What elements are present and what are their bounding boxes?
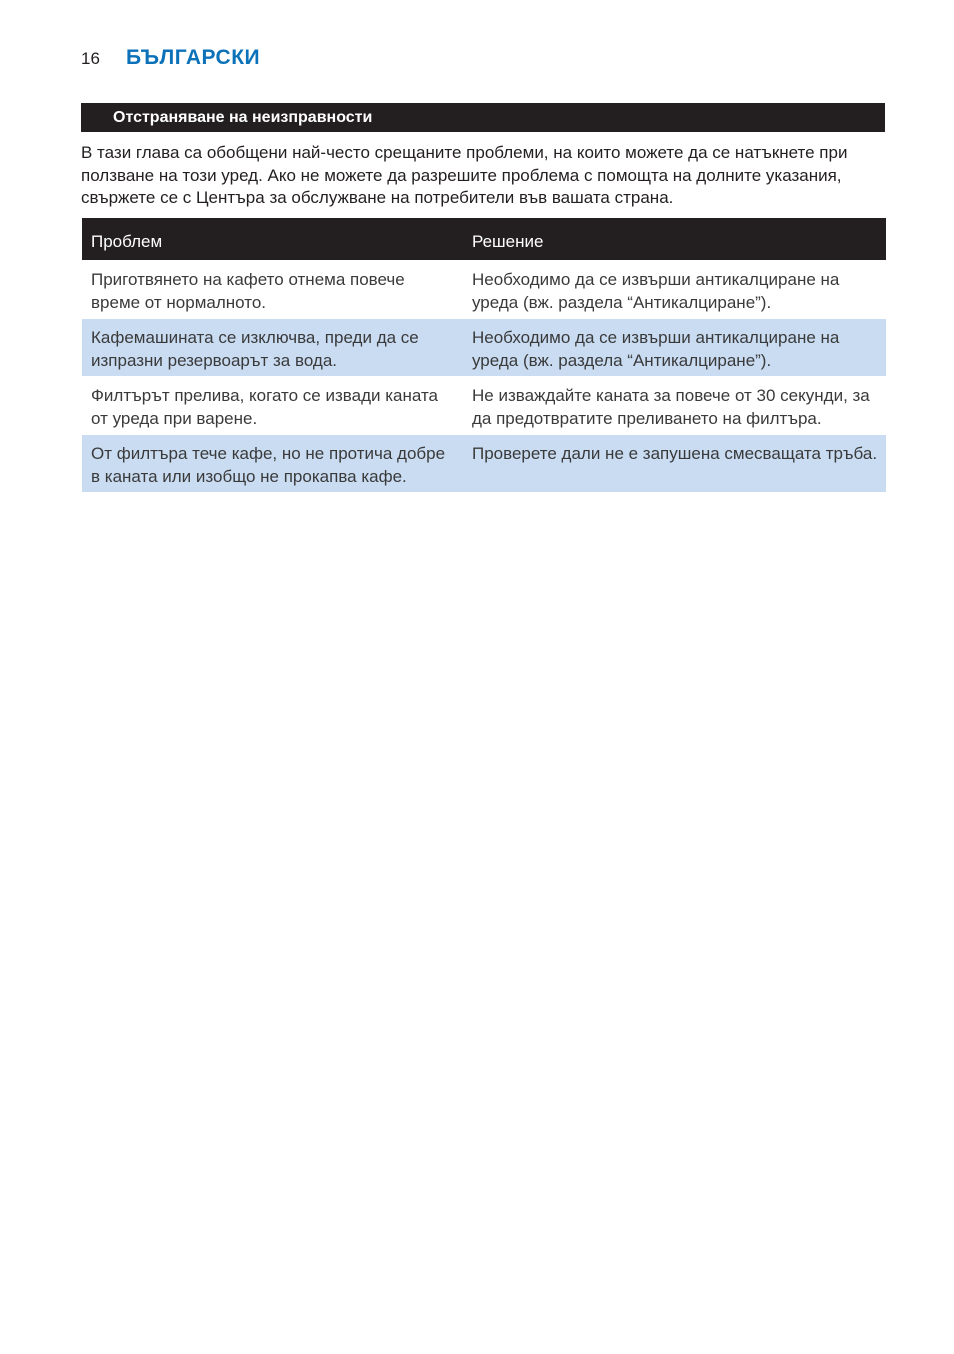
table-row	[82, 260, 886, 318]
table-header-row	[82, 218, 886, 260]
table-row	[82, 434, 886, 492]
table-row	[82, 376, 886, 434]
column-header-problem: Проблем	[82, 218, 463, 260]
problem-cell: Филтърът прелива, когато се извади каната от уреда при варене.	[82, 376, 463, 434]
intro-paragraph: В тази глава са обобщени най-често срещаните проблеми, на които можете да се натъкнете при ползване на този уред. Ако не можете да разрешите проблема с помощта на долните указания, свържете се с Центъра за обслужване на потребители във вашата страна.	[81, 143, 848, 207]
solution-cell: Проверете дали не е запушена смесващата тръба.	[463, 434, 886, 492]
solution-cell: Не изваждайте каната за повече от 30 секунди, за да предотвратите преливането на филтъра.	[463, 376, 886, 434]
page-header	[81, 46, 260, 76]
solution-cell: Необходимо да се извърши антикалциране на уреда (вж. раздела “Антикалциране”).	[463, 260, 886, 318]
problem-cell: Кафемашината се изключва, преди да се изпразни резервоарът за вода.	[82, 318, 463, 376]
language-title: БЪЛГАРСКИ	[126, 46, 261, 69]
section-heading: Отстраняване на неизправности	[81, 103, 885, 132]
problem-cell: Приготвянето на кафето отнема повече време от нормалното.	[82, 260, 463, 318]
solution-cell: Необходимо да се извърши антикалциране на уреда (вж. раздела “Антикалциране”).	[463, 318, 886, 376]
troubleshooting-table	[82, 218, 886, 493]
problem-cell: От филтъра тече кафе, но не протича добре в каната или изобщо не прокапва кафе.	[82, 434, 463, 492]
table-row	[82, 318, 886, 376]
column-header-solution: Решение	[463, 218, 886, 260]
page-number: 16	[81, 49, 100, 68]
